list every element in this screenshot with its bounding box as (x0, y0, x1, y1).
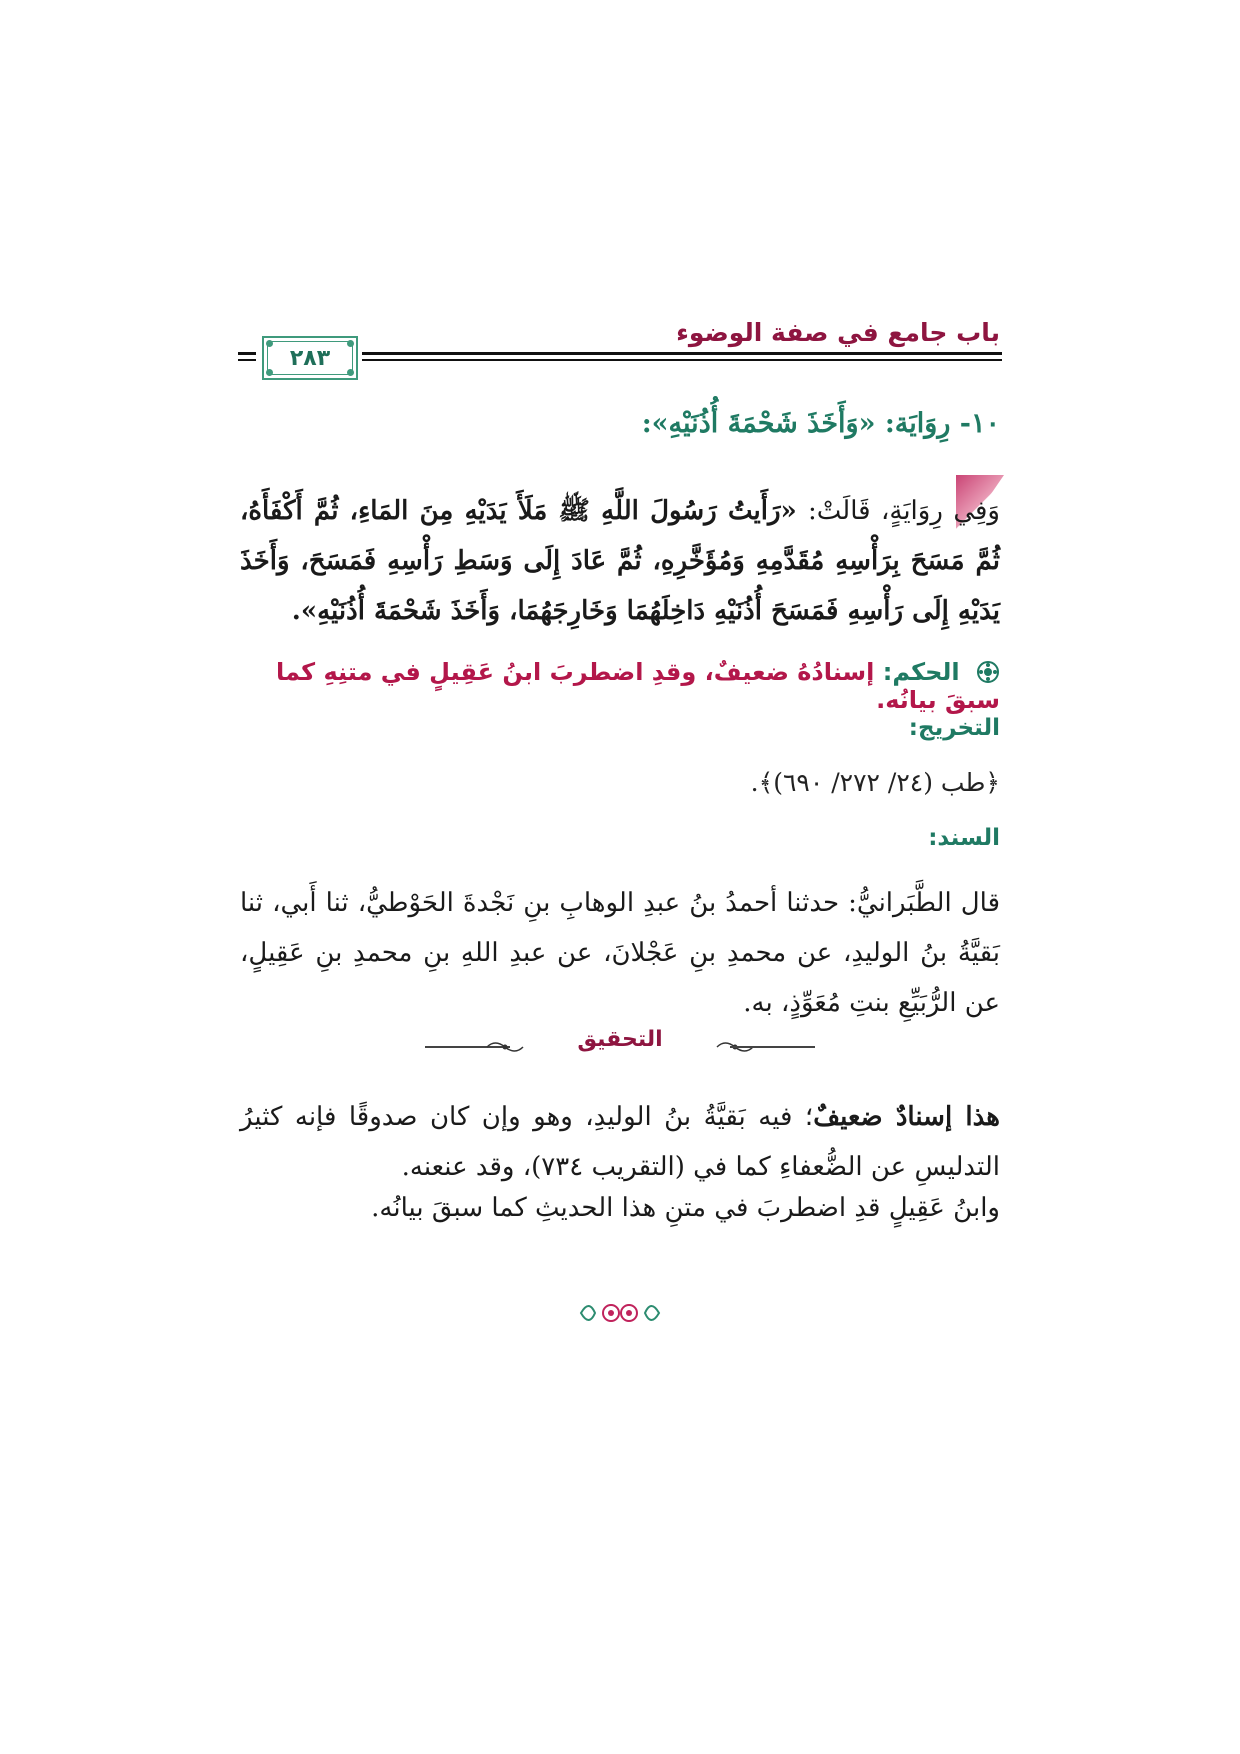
ruling-line (220, 658, 1000, 714)
hadith-lead: وَفِي رِوَايَةٍ، قَالَتْ: (807, 496, 1000, 526)
tahqiq-verdict: هذا إسنادٌ ضعيفٌ (813, 1102, 1001, 1132)
flower-icon (976, 660, 1000, 684)
tahqiq-paragraph-2: وابنُ عَقِيلٍ قدِ اضطربَ في متنِ هذا الحديثِ كما سبقَ بيانُه. (371, 1193, 1000, 1223)
hadith-body: «رَأَيتُ رَسُولَ اللَّهِ ﷺ مَلَأَ يَدَيْهِ مِنَ المَاءِ، ثُمَّ أَكْفَأَهُ، ثُمَّ مَسَحَ بِرَأْسِهِ مُقَدَّمِهِ وَمُؤَخَّرِهِ، ثُمَّ عَادَ إِلَى وَسَطِ رَأْسِهِ فَمَسَحَ، وَأَخَذَ يَدَيْهِ إِلَى رَأْسِهِ فَمَسَحَ أُذُنَيْهِ دَاخِلَهُمَا وَخَارِجَهُمَا، وَأَخَذَ شَحْمَةَ أُذُنَيْهِ». (240, 496, 1000, 626)
chapter-title: باب جامع في صفة الوضوء (676, 318, 1000, 347)
ruling-text: إسنادُهُ ضعيفٌ، وقدِ اضطربَ ابنُ عَقِيلٍ في متنِهِ كما سبقَ بيانُه. (276, 658, 1000, 714)
hadith-text (240, 486, 1000, 636)
header-rule-right-thin (362, 359, 1002, 361)
tahqiq-explanation: ؛ فيه بَقيَّةُ بنُ الوليدِ، وهو وإن كان صدوقًا فإنه كثيرُ التدليسِ عن الضُّعفاءِ كما في (التقريب ٧٣٤)، وقد عنعنه. (240, 1102, 1000, 1182)
header-rule-left (238, 352, 256, 355)
end-ornament-icon (575, 1293, 665, 1333)
tahqiq-paragraph-1 (240, 1092, 1000, 1192)
takhrij-reference: ﴿طب (٢٤/ ٢٧٢/ ٦٩٠)﴾. (750, 768, 1000, 797)
tahqiq-divider (0, 1027, 1240, 1063)
sanad-text: قال الطَّبَرانيُّ: حدثنا أحمدُ بنُ عبدِ الوهابِ بنِ نَجْدةَ الحَوْطيُّ، ثنا أَبي، ثنا بَقيَّةُ بنُ الوليدِ، عن محمدِ بنِ عَجْلانَ، عن عبدِ اللهِ بنِ محمدِ بنِ عَقِيلٍ، عن الرُّبَيِّعِ بنتِ مُعَوِّذٍ، به. (240, 888, 1000, 1018)
header-rule-left-thin (238, 359, 256, 361)
divider-ornament-icon (485, 1037, 525, 1057)
ruling-label: الحكم: (882, 658, 960, 686)
page-number: ٢٨٣ (289, 345, 331, 371)
page-number-badge (262, 336, 358, 380)
takhrij-label: التخريج: (908, 715, 1000, 741)
sanad-label: السند: (928, 825, 1000, 851)
tahqiq-title: التحقيق (577, 1027, 663, 1052)
header-rule-right (362, 352, 1002, 355)
section-heading: ١٠- رِوَايَة: «وَأَخَذَ شَحْمَةَ أُذُنَيْهِ»: (641, 408, 1000, 439)
